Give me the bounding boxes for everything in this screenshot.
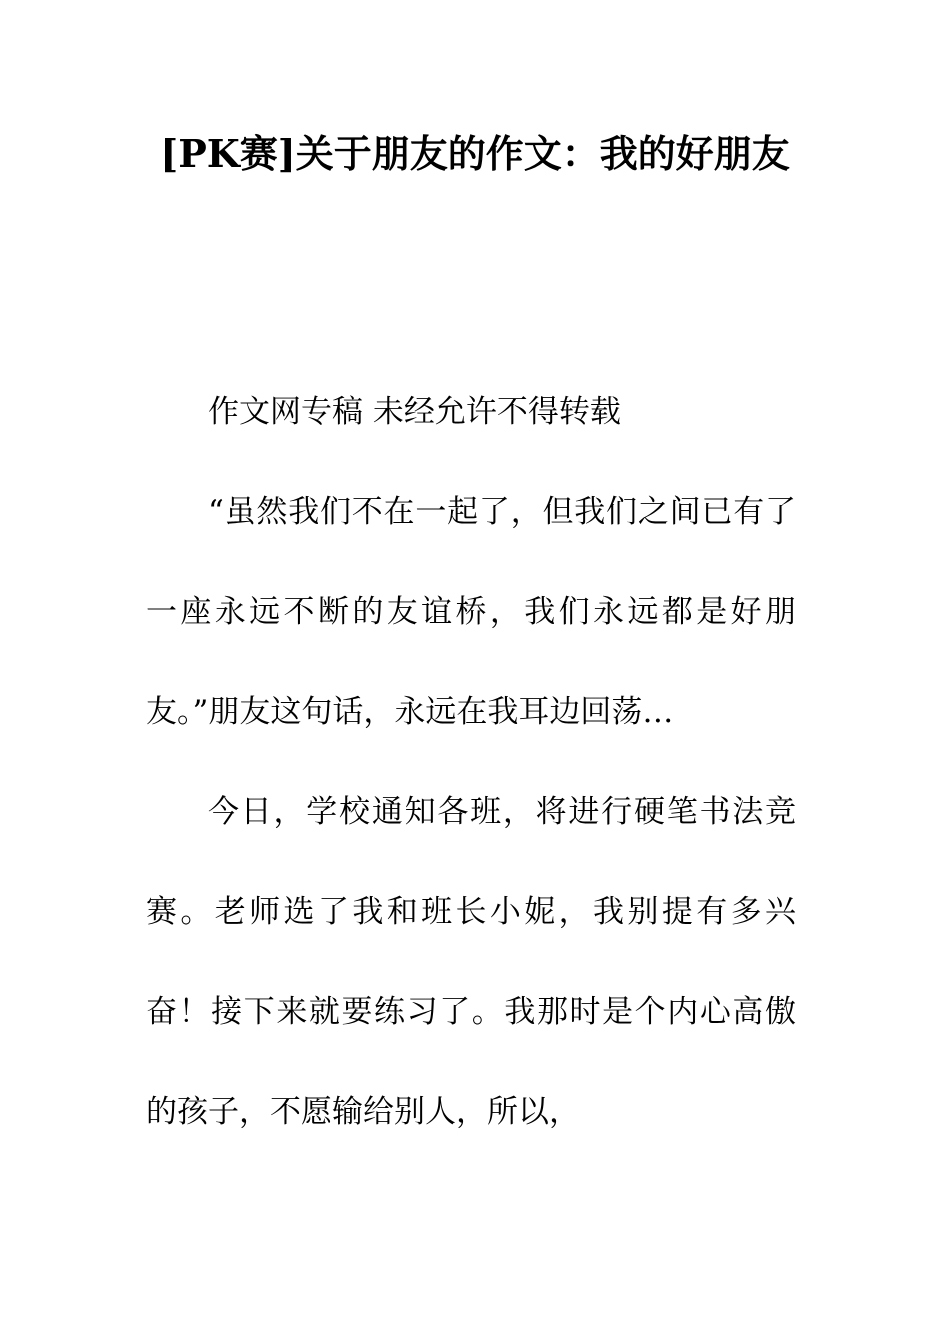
document-body [146, 362, 796, 1162]
document-title: [PK赛]关于朋友的作文：我的好朋友 [160, 131, 790, 176]
paragraph-story: 今日，学校通知各班，将进行硬笔书法竞赛。老师选了我和班长小妮，我别提有多兴奋！接下来就要练习了。我那时是个内心高傲的孩子，不愿输给别人，所以， [146, 794, 796, 1130]
paragraph-notice: 作文网专稿 未经允许不得转载 [208, 394, 621, 430]
paragraph-quote: “虽然我们不在一起了，但我们之间已有了一座永远不断的友谊桥，我们永远都是好朋友。”朋友这句话，永远在我耳边回荡… [146, 494, 796, 730]
